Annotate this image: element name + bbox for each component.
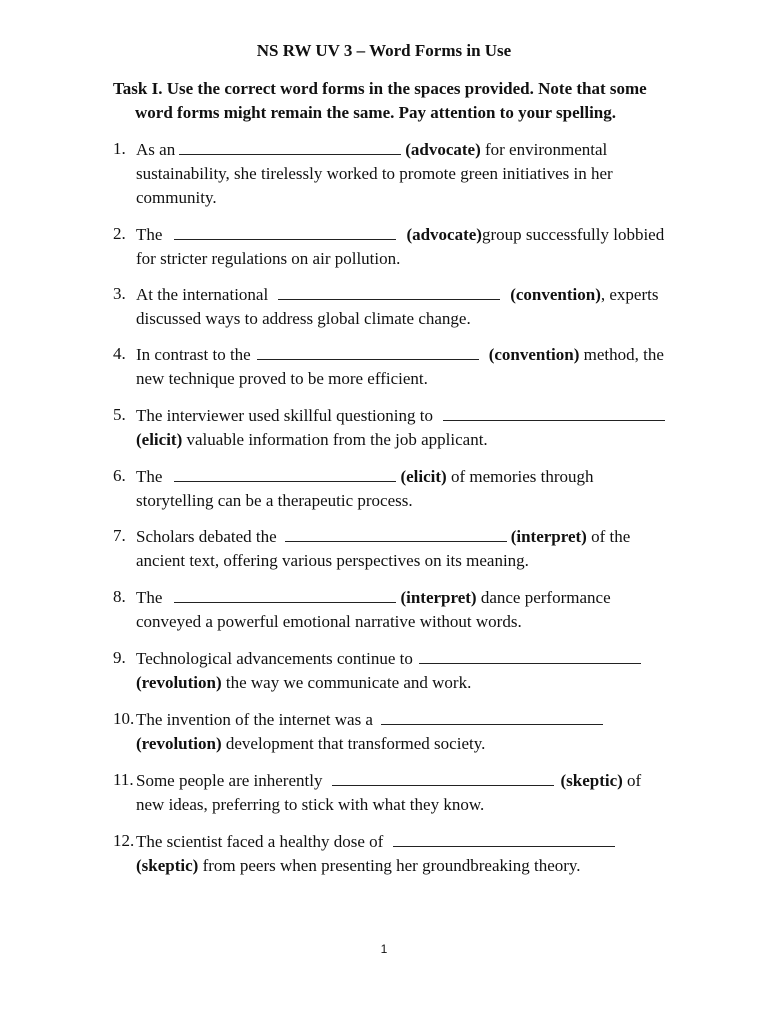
root-word: (revolution)	[136, 734, 222, 753]
item-number: 4.	[113, 344, 126, 363]
answer-blank[interactable]	[393, 829, 615, 847]
item-number: 7.	[113, 526, 126, 545]
item-text: The invention of the internet was a	[136, 710, 373, 729]
exercise-item-4	[113, 342, 693, 390]
exercise-item-10	[113, 707, 693, 755]
item-text: storytelling can be a therapeutic process.	[136, 491, 413, 510]
item-text: new ideas, preferring to stick with what they know.	[136, 795, 485, 814]
exercise-item-9	[113, 646, 693, 694]
root-word: (interpret)	[400, 588, 477, 607]
root-word: (skeptic)	[136, 856, 199, 875]
item-text: new technique proved to be more efficient.	[136, 369, 428, 388]
item-text: for environmental	[484, 140, 608, 159]
item-text: The	[136, 225, 163, 244]
exercise-item-8	[113, 585, 693, 633]
item-text: The	[136, 467, 163, 486]
item-text: of memories through	[450, 467, 594, 486]
item-text: for stricter regulations on air pollution.	[136, 249, 401, 268]
exercise-item-11	[113, 768, 693, 816]
item-text: valuable information from the job applicant.	[186, 430, 488, 449]
answer-blank[interactable]	[278, 282, 500, 300]
item-text: conveyed a powerful emotional narrative without words.	[136, 612, 522, 631]
exercise-list	[113, 137, 693, 877]
item-text: method, the	[583, 345, 664, 364]
page-number: 1	[380, 942, 388, 956]
item-text: the way we communicate and work.	[225, 673, 472, 692]
answer-blank[interactable]	[174, 464, 396, 482]
item-text: As an	[136, 140, 176, 159]
item-number: 9.	[113, 648, 126, 667]
item-text: The interviewer used skillful questioning to	[136, 406, 433, 425]
item-text: community.	[136, 188, 217, 207]
answer-blank[interactable]	[179, 137, 401, 155]
item-number: 2.	[113, 224, 126, 243]
item-text: Some people are inherently	[136, 771, 323, 790]
item-text: dance performance	[480, 588, 611, 607]
item-text: , experts	[600, 285, 659, 304]
answer-blank[interactable]	[174, 222, 396, 240]
item-text: The	[136, 588, 163, 607]
item-text: from peers when presenting her groundbreaking theory.	[202, 856, 581, 875]
item-text: group successfully lobbied	[481, 225, 665, 244]
item-number: 12.	[113, 831, 135, 850]
item-text: of the	[591, 527, 631, 546]
root-word: (elicit)	[400, 467, 447, 486]
root-word: (skeptic)	[560, 771, 623, 790]
item-number: 11.	[113, 770, 134, 789]
item-text: of	[627, 771, 642, 790]
item-text: discussed ways to address global climate change.	[136, 309, 471, 328]
item-number: 1.	[113, 139, 126, 158]
exercise-item-3	[113, 282, 693, 330]
item-text: development that transformed society.	[225, 734, 486, 753]
answer-blank[interactable]	[332, 768, 554, 786]
answer-blank[interactable]	[257, 342, 479, 360]
root-word: (convention)	[488, 345, 580, 364]
item-number: 8.	[113, 587, 126, 606]
exercise-item-7	[113, 524, 693, 572]
root-word: (advocate)	[406, 225, 482, 244]
answer-blank[interactable]	[419, 646, 641, 664]
answer-blank[interactable]	[381, 707, 603, 725]
item-text: sustainability, she tirelessly worked to promote green initiatives in her	[136, 164, 613, 183]
exercise-item-6	[113, 464, 693, 512]
root-word: (interpret)	[510, 527, 587, 546]
exercise-item-2	[113, 222, 693, 270]
task-line-2: word forms might remain the same. Pay attention to your spelling.	[135, 103, 617, 122]
item-number: 10.	[113, 709, 135, 728]
item-text: In contrast to the	[136, 345, 251, 364]
item-text: The scientist faced a healthy dose of	[136, 832, 384, 851]
task-line-1: Task I. Use the correct word forms in the spaces provided. Note that some	[113, 79, 647, 98]
task-instructions	[113, 77, 693, 125]
item-text: ancient text, offering various perspectives on its meaning.	[136, 551, 529, 570]
item-number: 3.	[113, 284, 126, 303]
item-text: Technological advancements continue to	[136, 649, 413, 668]
answer-blank[interactable]	[174, 585, 396, 603]
item-number: 6.	[113, 466, 126, 485]
root-word: (convention)	[510, 285, 601, 304]
item-text: Scholars debated the	[136, 527, 277, 546]
root-word: (revolution)	[136, 673, 222, 692]
exercise-item-5	[113, 403, 693, 451]
answer-blank[interactable]	[285, 524, 507, 542]
exercise-item-1	[113, 137, 693, 209]
item-number: 5.	[113, 405, 126, 424]
root-word: (advocate)	[405, 140, 481, 159]
answer-blank[interactable]	[443, 403, 665, 421]
item-text: At the international	[136, 285, 269, 304]
page-title: NS RW UV 3 – Word Forms in Use	[256, 41, 512, 60]
root-word: (elicit)	[136, 430, 183, 449]
exercise-item-12	[113, 829, 693, 877]
